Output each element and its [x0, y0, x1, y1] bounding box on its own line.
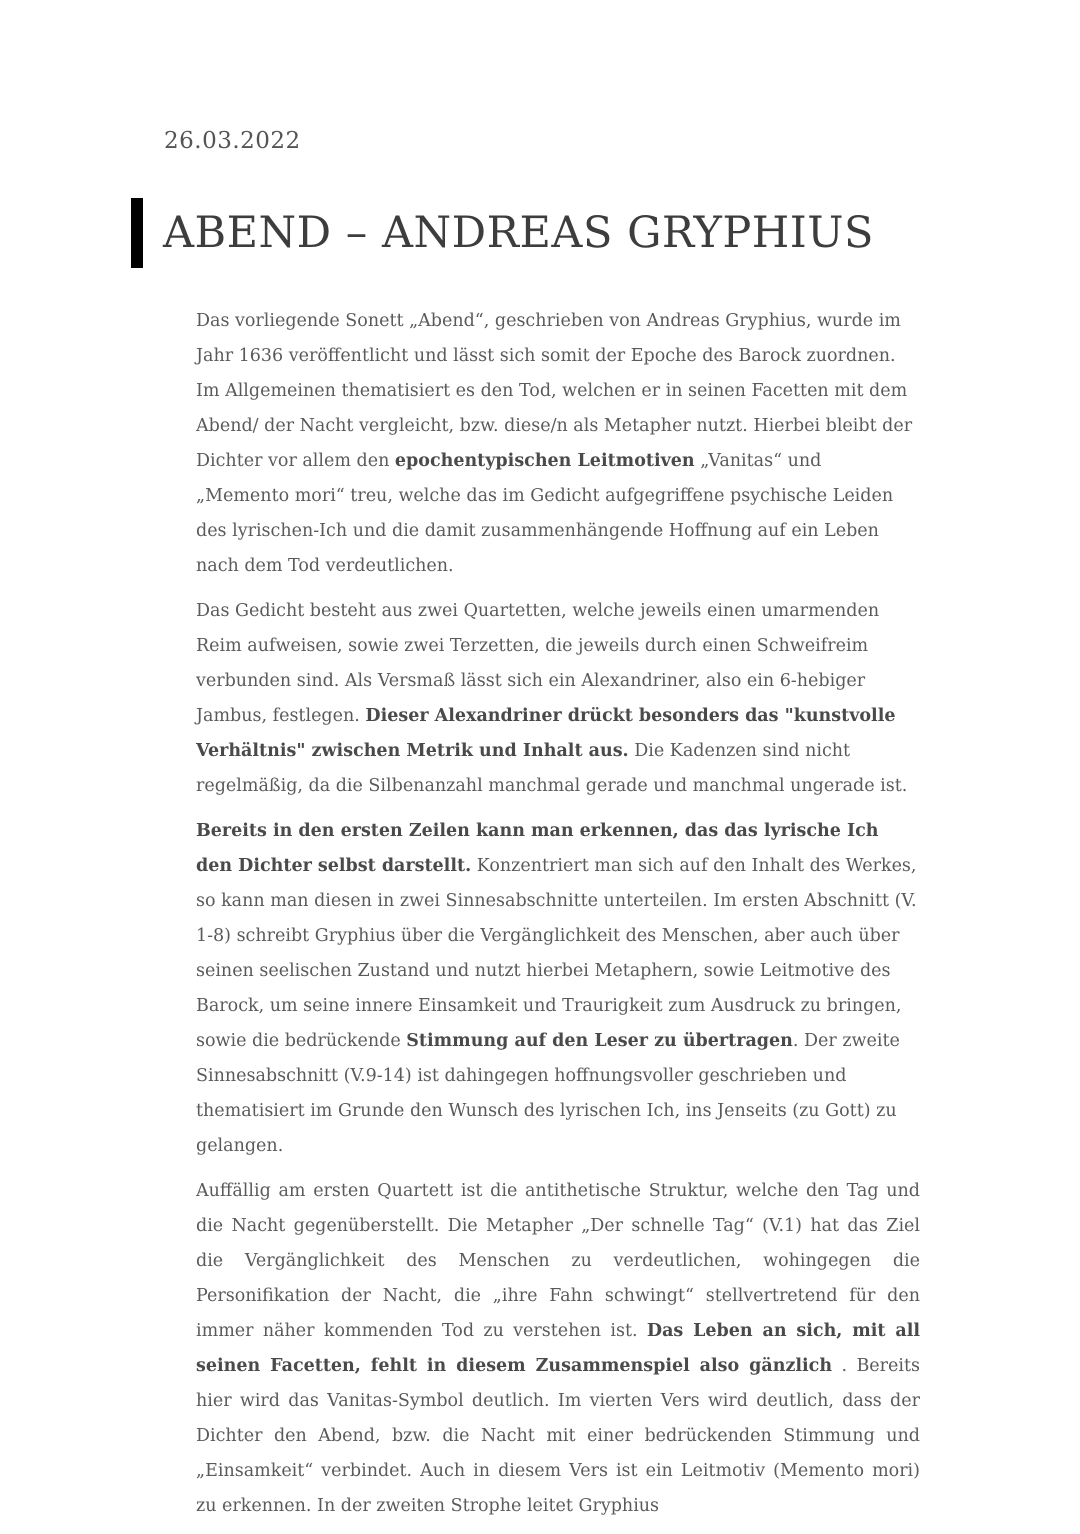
title-block: [131, 198, 874, 268]
paragraph-text: Das vorliegende Sonett „Abend“, geschrieben von Andreas Gryphius, wurde im Jahr 1636 veröffentlicht und lässt sich somit der Epoche des Barock zuordnen. Im Allgemeinen thematisiert es den Tod, welchen er in seinen Facetten mit dem Abend/ der Nacht vergleicht, bzw. diese/n als Metapher nutzt. Hierbei bleibt der Dichter vor allem den: [196, 311, 913, 471]
paragraph-text: Auffällig am ersten Quartett ist die antithetische Struktur, welche den Tag und die Nacht gegenüberstellt. Die Metapher „Der schnelle Tag“ (V.1) hat das Ziel die Vergänglichkeit des Menschen zu verdeutlichen, wohingegen die Personifikation der Nacht, die „ihre Fahn schwingt“ stellvertretend für den immer näher kommenden Tod zu verstehen ist.: [196, 1181, 920, 1341]
emphasis-text: Bereits in den ersten Zeilen kann man erkennen, das das lyrische Ich den Dichter selbst darstellt.: [196, 821, 879, 876]
body-paragraph: [196, 594, 920, 804]
paragraph-text: Die Kadenzen sind nicht regelmäßig, da die Silbenanzahl manchmal gerade und manchmal ungerade ist.: [196, 741, 908, 796]
emphasis-text: Das Leben an sich, mit all seinen Facetten, fehlt in diesem Zusammenspiel also gänzlich: [196, 1321, 920, 1376]
paragraph-text: Konzentriert man sich auf den Inhalt des Werkes, so kann man diesen in zwei Sinnesabschnitte unterteilen. Im ersten Abschnitt (V. 1-8) schreibt Gryphius über die Vergänglichkeit des Menschen, aber auch über seinen seelischen Zustand und nutzt hierbei Metaphern, sowie Leitmotive des Barock, um seine innere Einsamkeit und Traurigkeit zum Ausdruck zu bringen, sowie die bedrückende: [196, 856, 917, 1051]
paragraph-text: . Der zweite Sinnesabschnitt (V.9-14) ist dahingegen hoffnungsvoller geschrieben und thematisiert im Grunde den Wunsch des lyrischen Ich, ins Jenseits (zu Gott) zu gelangen.: [196, 1031, 900, 1156]
body-paragraph: [196, 814, 920, 1164]
paragraph-text: . Bereits hier wird das Vanitas-Symbol deutlich. Im vierten Vers wird deutlich, dass der Dichter den Abend, bzw. die Nacht mit einer bedrückenden Stimmung und „Einsamkeit“ verbindet. Auch in diesem Vers ist ein Leitmotiv (Memento mori) zu erkennen. In der zweiten Strophe leitet Gryphius: [196, 1356, 920, 1516]
body-paragraph: [196, 304, 920, 584]
document-title: ABEND – ANDREAS GRYPHIUS: [163, 208, 874, 258]
emphasis-text: Stimmung auf den Leser zu übertragen: [406, 1031, 793, 1051]
document-date: 26.03.2022: [164, 128, 301, 154]
paragraph-text: „Vanitas“ und „Memento mori“ treu, welche das im Gedicht aufgegriffene psychische Leiden des lyrischen-Ich und die damit zusammenhängende Hoffnung auf ein Leben nach dem Tod verdeutlichen.: [196, 451, 894, 576]
body-paragraph: [196, 1174, 920, 1524]
emphasis-text: Dieser Alexandriner drückt besonders das "kunstvolle Verhältnis" zwischen Metrik und Inhalt aus.: [196, 706, 896, 761]
paragraph-text: Das Gedicht besteht aus zwei Quartetten, welche jeweils einen umarmenden Reim aufweisen, sowie zwei Terzetten, die jeweils durch einen Schweifreim verbunden sind. Als Versmaß lässt sich ein Alexandriner, also ein 6-hebiger Jambus, festlegen.: [196, 601, 880, 726]
emphasis-text: epochentypischen Leitmotiven: [394, 451, 695, 471]
document-body: [196, 304, 920, 1534]
title-accent-bar: [131, 198, 143, 268]
